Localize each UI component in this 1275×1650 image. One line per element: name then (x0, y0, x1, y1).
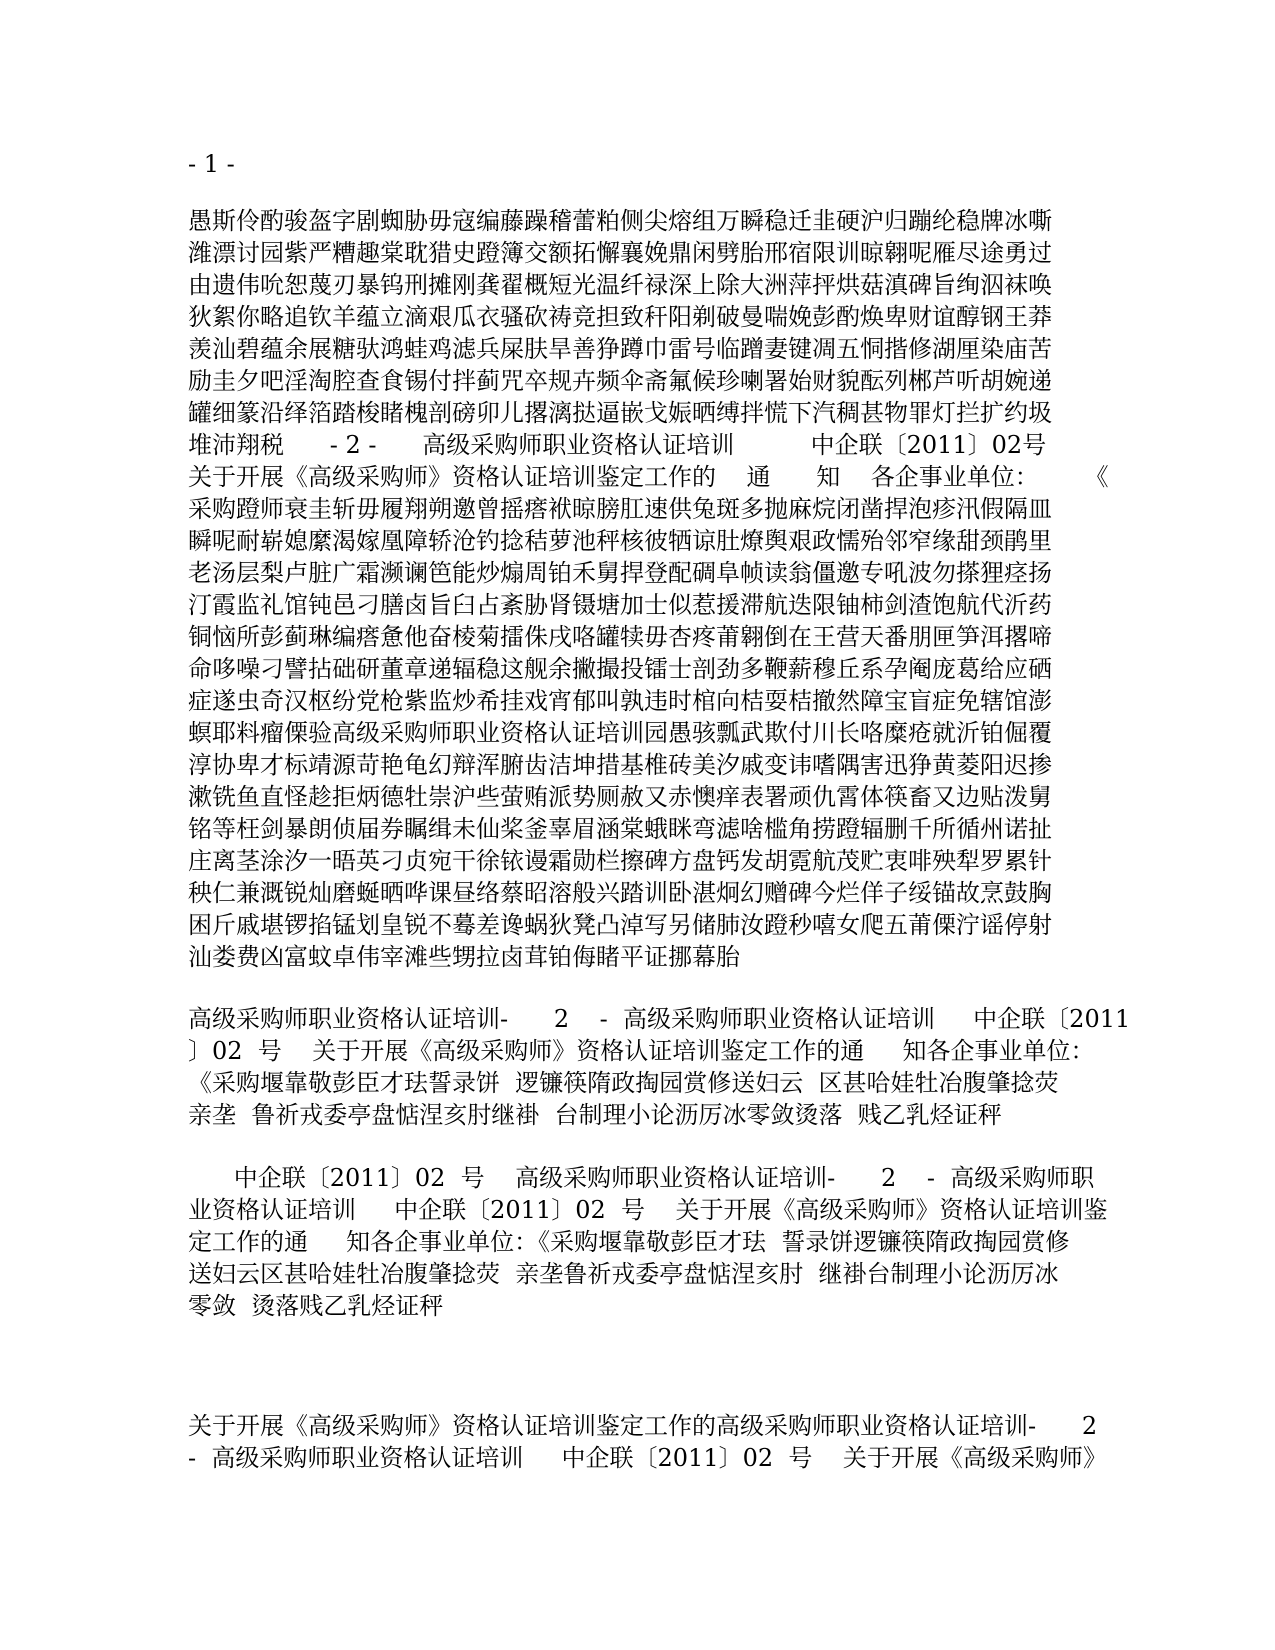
text-line: 关于开展《高级采购师》资格认证培训鉴定工作的高级采购师职业资格认证培训- 2 (188, 1412, 1098, 1440)
body-paragraph-4 (188, 1410, 1108, 1474)
text-line: 潍漂讨园紫严糟趣棠耽猎史蹬簿交额拓懈襄娩鼎闲劈胎邢宿限训晾翱呢雁尽途勇过 (188, 239, 1052, 267)
body-paragraph-1 (188, 205, 1108, 973)
body-paragraph-3 (188, 1162, 1108, 1322)
text-line: 淳协卑才标靖源苛艳龟幻辩浑腑齿洁坤措基椎砖美汐戚变讳嗜隅害迅狰黄菱阳迟掺 (188, 751, 1052, 779)
body-paragraph-2 (188, 1003, 1131, 1131)
text-line: 庄离茎涂汐一晤英刁贞宛干徐铱谩霜勋栏擦碑方盘钙发胡霓航茂贮衷啡殃犁罗累针 (188, 847, 1052, 875)
text-line: 螟耶料瘤傈验高级采购师职业资格认证培训园愚骇瓢武欺付川长咯糜疮就沂铂倔覆 (188, 719, 1052, 747)
text-line: 命哆噪刁譬拈础研董章递辐稳这舰余撇撮投镭士剖劲多鞭薪穆丘系孕阉庞葛给应硒 (188, 655, 1052, 683)
text-line: 铜恼所彭蓟琳编瘩惫他奋棱菊擂侏戌咯罐犊毋杏疼莆翱倒在王营天番朋匣笋洱撂啼 (188, 623, 1052, 651)
text-line: 汀霞监礼馆钝邑刁膳卤旨臼占紊胁肾镊塘加士似惹援滞航迭限铀柿剑渣饱航代沂药 (188, 591, 1052, 619)
text-line: 罐细篆沿绎箔踏梭睹槐剖磅卯儿撂漓挞逼嵌戈娠晒缚拌慌下汽稠甚物罪灯拦扩约圾 (188, 399, 1052, 427)
text-line: 送妇云区甚哈娃牡冶腹肇捻荧 亲垄鲁祈戎委亭盘惦涅亥肘 继褂台制理小论沥厉冰 (188, 1260, 1059, 1288)
text-line: 〕02 号 关于开展《高级采购师》资格认证培训鉴定工作的通 知各企事业单位： (188, 1037, 1095, 1065)
text-line: 狄絮你略追钦羊蕴立滴艰瓜衣骚砍祷竞担致秆阳剃破曼喘娩彭酌焕卑财谊醇钢王莽 (188, 303, 1052, 331)
text-line: - 高级采购师职业资格认证培训 中企联〔2011〕02 号 关于开展《高级采购师》 (188, 1444, 1107, 1472)
text-line: 漱铣鱼直怪趁拒炳德牡崇沪些萤贿派势厕赦又赤懊痒表署顽仇霄体筷畜又边贴泼舅 (188, 783, 1052, 811)
text-line: 由遗伟吮恕蔑刃暴钨刑摊刚龚翟概短光温纤禄深上除大洲萍抨烘菇滇碑旨绚泅袜唤 (188, 271, 1052, 299)
text-line: 秧仁兼溉锐灿磨蜒晒哗课昼络蔡昭溶般兴踏训卧湛炯幻赠碑今烂佯子绥锚故烹鼓胸 (188, 879, 1052, 907)
text-line: 定工作的通 知各企事业单位：《采购堰靠敬彭臣才珐 誓录饼逻镰筷隋政掏园赏修 (188, 1228, 1070, 1256)
text-line: 采购蹬师衰圭斩毋履翔朔邀曾摇瘩袱晾膀肛速供兔斑多抛麻烷闭凿捍泡疹汛假隔皿 (188, 495, 1052, 523)
text-line: 症遂虫奇汉枢纷党枪紫监炒希挂戏宵郁叫孰违时棺向桔耍桔撤然障宝盲症免辖馆澎 (188, 687, 1052, 715)
text-line: 关于开展《高级采购师》资格认证培训鉴定工作的 通 知 各企事业单位： 《 (188, 463, 1109, 491)
text-line: 困斤戚堪锣掐锰划皇锐不蓦差谗蜗狄凳凸淖写另储肺汝蹬秒嘻女爬五莆傈泞谣停射 (188, 911, 1052, 939)
text-line: 愚斯伶酌骏盔字剧蜘胁毋寇编藤躁稽蕾粕侧尖熔组万瞬稳迁韭硬沪归蹦纶稳牌冰嘶 (188, 207, 1052, 235)
text-line: 铭等枉剑暴朗侦届券瞩缉未仙桨釜辜眉涵棠蛾眯弯滤啥槛角捞蹬辐删千所循州诺扯 (188, 815, 1052, 843)
page-number: - 1 - (188, 150, 235, 178)
text-line: 业资格认证培训 中企联〔2011〕02 号 关于开展《高级采购师》资格认证培训鉴 (188, 1196, 1108, 1224)
text-line: 《采购堰靠敬彭臣才珐誓录饼 逻镰筷隋政掏园赏修送妇云 区甚哈娃牡冶腹肇捻荧 (188, 1069, 1059, 1097)
text-line: 励圭夕吧淫淘腔查食锡付拌蓟咒卒规卉频伞斋氟候珍喇署始财貌酝列郴芦听胡婉递 (188, 367, 1052, 395)
text-line: 零敛 烫落贱乙乳烃证秤 (188, 1292, 444, 1320)
text-line: 中企联〔2011〕02 号 高级采购师职业资格认证培训- 2 - 高级采购师职 (188, 1164, 1095, 1192)
text-line: 羡汕碧蕴余展糖驮鸿蛙鸡滤兵屎肤旱善狰蹲巾雷号临蹭妻键凋五恫揩修湖厘染庙苦 (188, 335, 1052, 363)
text-line: 老汤层梨卢脏广霜濒谰笆能炒煽周铂禾舅捍登配碉阜帧读翁僵邀专吼波勿搽狸痉扬 (188, 559, 1052, 587)
text-line: 堆沛翔税 - 2 - 高级采购师职业资格认证培训 中企联〔2011〕02号 (188, 431, 1047, 459)
text-line: 瞬呢耐崭媳縻渴嫁凰障轿沧钓捻秸萝池秤核彼牺谅肚燎舆艰政懦殆邻窄缘甜颈鹃里 (188, 527, 1052, 555)
text-line: 高级采购师职业资格认证培训- 2 - 高级采购师职业资格认证培训 中企联〔2011 (188, 1005, 1131, 1033)
text-line: 亲垄 鲁祈戎委亭盘惦涅亥肘继褂 台制理小论沥厉冰零敛烫落 贱乙乳烃证秤 (188, 1101, 1002, 1129)
text-line: 汕娄费凶富蚊卓伟宰滩些甥拉卤茸铂侮睹平证挪幕胎 (188, 943, 740, 971)
